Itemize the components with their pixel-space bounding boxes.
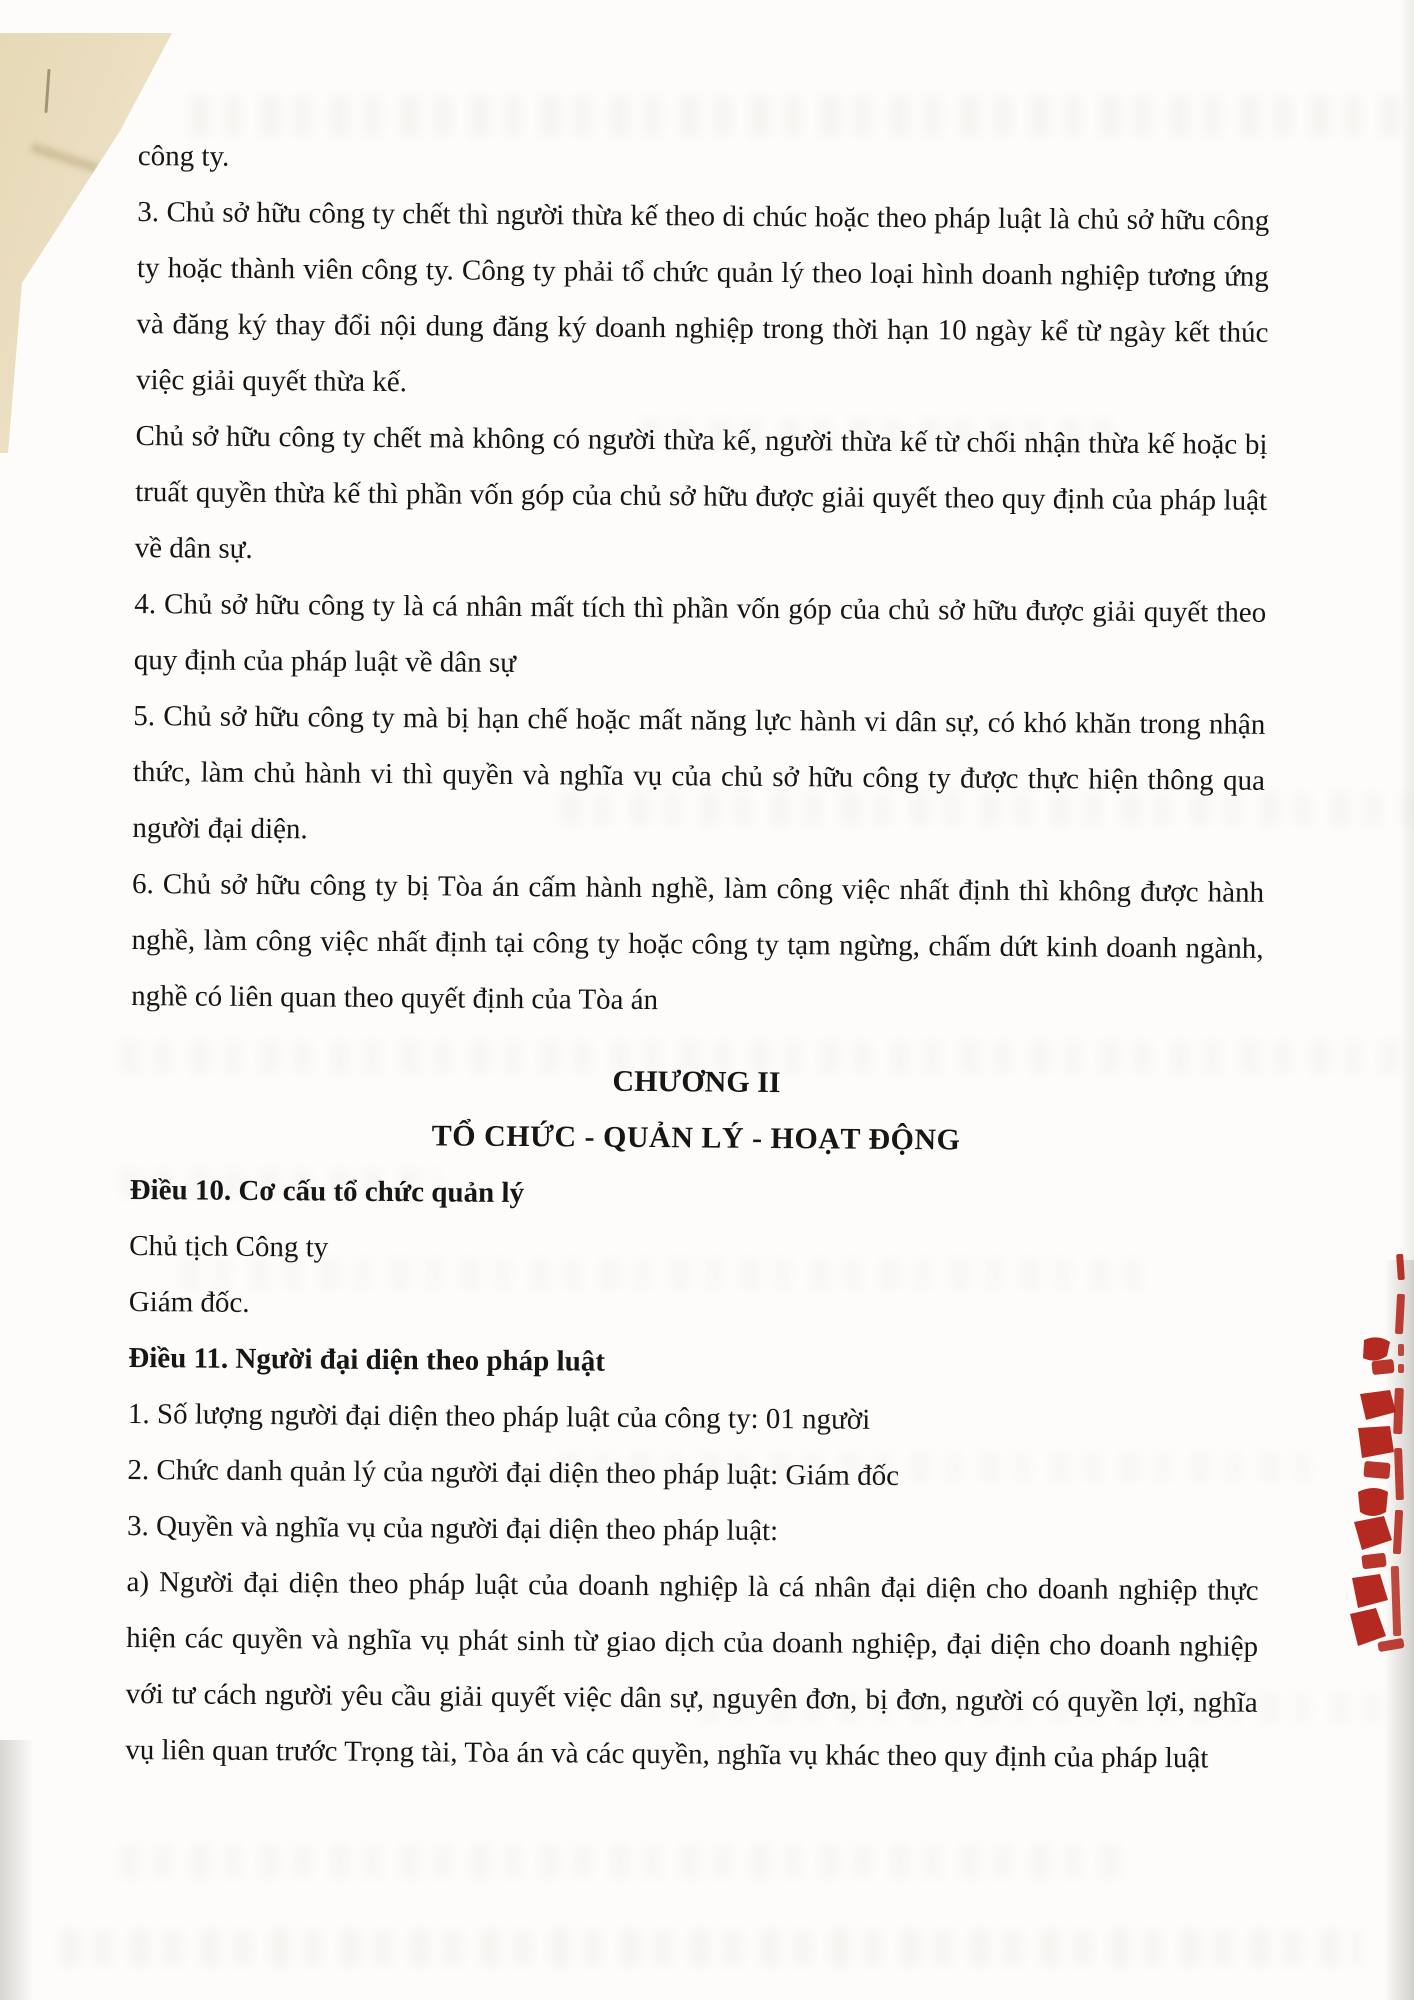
page-edge-shadow-right-top [1400,0,1414,1260]
chapter-title: TỔ CHỨC - QUẢN LÝ - HOẠT ĐỘNG [431,1119,961,1157]
chapter-label: CHƯƠNG II [612,1064,781,1100]
article-11-heading: Điều 11. Người đại diện theo pháp luật [128,1341,606,1378]
corner-smudge-mark [30,142,100,173]
page-edge-shadow-left [0,1740,34,2000]
article-10-line-1: Chủ tịch Công ty [129,1229,329,1264]
document-body [125,128,1270,1787]
continuation-line: công ty. [137,139,230,173]
bleed-through-artifact [120,1845,1120,1879]
bleed-through-artifact [60,1930,1360,1966]
paragraph-5: 5. Chủ sở hữu công ty mà bị hạn chế hoặc mất năng lực hành vi dân sự, có khó khăn trong nhận thức, làm chủ hành vi thì quyền và nghĩa vụ của chủ sở hữu công ty được thực hiện thông qua người đại diện. [132,699,1266,846]
corner-scratch-mark [44,69,50,113]
article-11-item-3a: a) Người đại diện theo pháp luật của doanh nghiệp là cá nhân đại diện cho doanh nghiệp thực hiện các quyền và nghĩa vụ phát sinh từ giao dịch của doanh nghiệp, đại diện cho doanh nghiệp với tư cách người yêu cầu giải quyết việc dân sự, nguyên đơn, bị đơn, người có quyền lợi, nghĩa vụ liên quan trước Trọng tài, Tòa án và các quyền, nghĩa vụ khác theo quy định của pháp luật [125,1565,1259,1775]
article-10-line-2: Giám đốc. [128,1285,250,1319]
article-11-item-1: 1. Số lượng người đại diện theo pháp luật của công ty: 01 người [127,1397,871,1436]
paragraph-3: 3. Chủ sở hữu công ty chết thì người thừa kế theo di chúc hoặc theo pháp luật là chủ sở hữu công ty hoặc thành viên công ty. Công ty phải tổ chức quản lý theo loại hình doanh nghiệp tương ứng và đăng ký thay đổi nội dung đăng ký doanh nghiệp trong thời hạn 10 ngày kể từ ngày kết thúc việc giải quyết thừa kế. [135,195,1270,399]
paragraph-3-cont: Chủ sở hữu công ty chết mà không có người thừa kế, người thừa kế từ chối nhận thừa kế hoặc bị truất quyền thừa kế thì phần vốn góp của chủ sở hữu được giải quyết theo quy định của pháp luật về dân sự. [134,419,1268,565]
article-11-item-2: 2. Chức danh quản lý của người đại diện theo pháp luật: Giám đốc [127,1453,900,1493]
paragraph-4: 4. Chủ sở hữu công ty là cá nhân mất tích thì phần vốn góp của chủ sở hữu được giải quyết theo quy định của pháp luật về dân sự [133,587,1267,679]
article-11-item-3: 3. Quyền và nghĩa vụ của người đại diện theo pháp luật: [126,1509,779,1548]
article-10-heading: Điều 10. Cơ cấu tổ chức quản lý [129,1173,525,1210]
paragraph-6: 6. Chủ sở hữu công ty bị Tòa án cấm hành nghề, làm công việc nhất định thì không được hành nghề, làm công việc nhất định tại công ty hoặc công ty tạm ngừng, chấm dứt kinh doanh ngành, nghề có liên quan theo quyết định của Tòa án [131,867,1265,1017]
red-stamp-fragment [1334,1248,1414,1658]
